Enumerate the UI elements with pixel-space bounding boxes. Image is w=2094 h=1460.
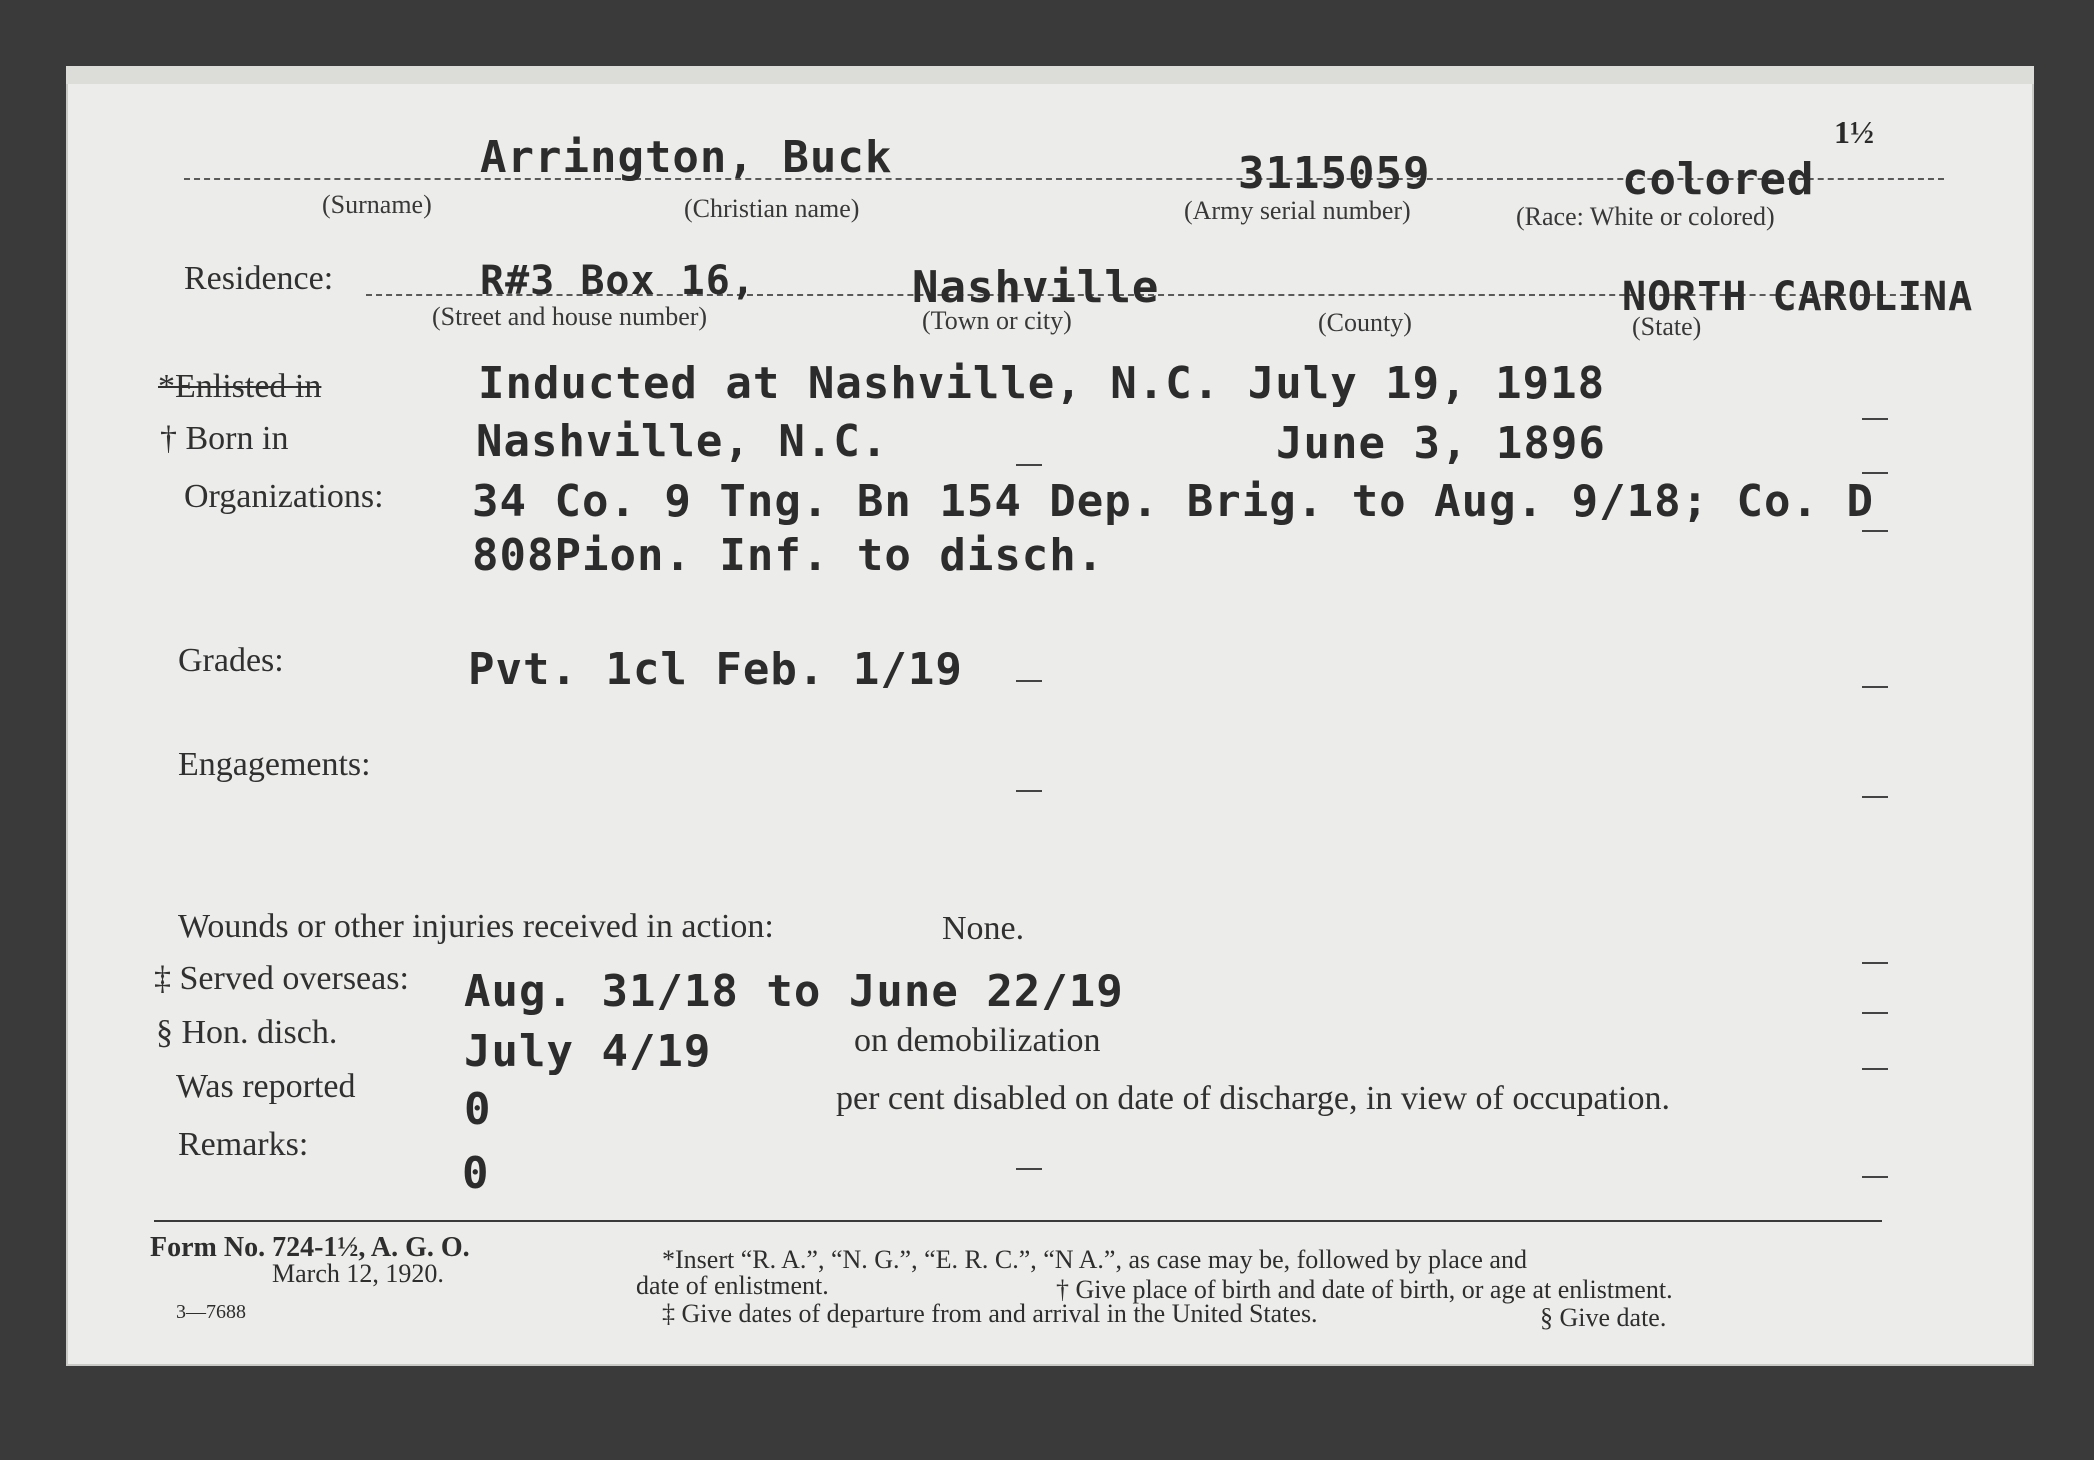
footnote-insert: *Insert “R. A.”, “N. G.”, “E. R. C.”, “N A.”, as case may be, followed by place and bbox=[662, 1245, 1527, 1274]
engagements-label: Engagements: bbox=[178, 746, 371, 783]
remarks-value: 0 bbox=[462, 1148, 490, 1199]
christian-name-label: (Christian name) bbox=[684, 194, 860, 223]
organizations-label: Organizations: bbox=[184, 478, 384, 515]
organizations-line1: 34 Co. 9 Tng. Bn 154 Dep. Brig. to Aug. 9/18; Co. D bbox=[472, 476, 1875, 527]
margin-mark bbox=[1862, 1068, 1888, 1070]
footnote-overseas: ‡ Give dates of departure from and arrival in the United States. bbox=[662, 1299, 1318, 1328]
print-code: 3—7688 bbox=[176, 1301, 246, 1323]
grades-label: Grades: bbox=[178, 642, 284, 679]
race-value: colored bbox=[1622, 154, 1815, 205]
serial-value: 3115059 bbox=[1238, 148, 1431, 199]
grades-value: Pvt. 1cl Feb. 1/19 bbox=[468, 644, 963, 695]
reported-value: 0 bbox=[464, 1084, 492, 1135]
state-label: (State) bbox=[1632, 312, 1702, 341]
margin-mark bbox=[1862, 530, 1888, 532]
enlisted-value: Inducted at Nashville, N.C. July 19, 1918 bbox=[478, 358, 1606, 409]
discharge-label: § Hon. disch. bbox=[156, 1014, 338, 1051]
discharge-note: on demobilization bbox=[854, 1022, 1101, 1059]
footnote-birth: † Give place of birth and date of birth, or age at enlistment. bbox=[1056, 1275, 1673, 1304]
born-dash bbox=[1016, 464, 1042, 466]
overseas-label: ‡ Served overseas: bbox=[154, 960, 409, 997]
town-label: (Town or city) bbox=[922, 306, 1072, 335]
surname-label: (Surname) bbox=[322, 190, 432, 219]
born-label: † Born in bbox=[160, 420, 289, 457]
margin-mark bbox=[1862, 1176, 1888, 1178]
enlisted-label: *Enlisted in bbox=[158, 368, 322, 405]
remarks-label: Remarks: bbox=[178, 1126, 309, 1163]
footnote-insert-cont: date of enlistment. bbox=[636, 1271, 829, 1300]
form-date: March 12, 1920. bbox=[272, 1259, 444, 1288]
footer-rule bbox=[154, 1220, 1882, 1222]
grades-dash bbox=[1016, 680, 1042, 682]
form-number: Form No. 724-1½, A. G. O. bbox=[150, 1232, 470, 1263]
serial-label: (Army serial number) bbox=[1184, 196, 1411, 225]
county-label: (County) bbox=[1318, 308, 1412, 337]
born-date: June 3, 1896 bbox=[1276, 418, 1606, 469]
margin-mark bbox=[1862, 1012, 1888, 1014]
name-value: Arrington, Buck bbox=[480, 132, 893, 183]
residence-street: R#3 Box 16, bbox=[480, 258, 756, 304]
reported-label: Was reported bbox=[176, 1068, 356, 1105]
residence-state: NORTH CAROLINA bbox=[1622, 274, 1974, 320]
organizations-line2: 808Pion. Inf. to disch. bbox=[472, 530, 1105, 581]
footnote-discharge: § Give date. bbox=[1540, 1303, 1667, 1332]
card-corner-number: 1½ bbox=[1834, 114, 1874, 150]
born-place: Nashville, N.C. bbox=[476, 416, 889, 467]
margin-mark bbox=[1862, 472, 1888, 474]
residence-label: Residence: bbox=[184, 260, 334, 297]
remarks-dash bbox=[1016, 1168, 1042, 1170]
discharge-date: July 4/19 bbox=[464, 1026, 712, 1077]
engagements-dash bbox=[1016, 790, 1042, 792]
draft-card bbox=[66, 66, 2034, 1366]
street-label: (Street and house number) bbox=[432, 302, 708, 331]
residence-town: Nashville bbox=[912, 262, 1160, 313]
wounds-label: Wounds or other injuries received in action: bbox=[178, 908, 774, 945]
margin-mark bbox=[1862, 686, 1888, 688]
margin-mark bbox=[1862, 418, 1888, 420]
margin-mark bbox=[1862, 962, 1888, 964]
margin-mark bbox=[1862, 796, 1888, 798]
wounds-value: None. bbox=[942, 910, 1025, 947]
race-label: (Race: White or colored) bbox=[1516, 202, 1775, 231]
reported-note: per cent disabled on date of discharge, in view of occupation. bbox=[836, 1080, 1670, 1117]
overseas-value: Aug. 31/18 to June 22/19 bbox=[464, 966, 1124, 1017]
